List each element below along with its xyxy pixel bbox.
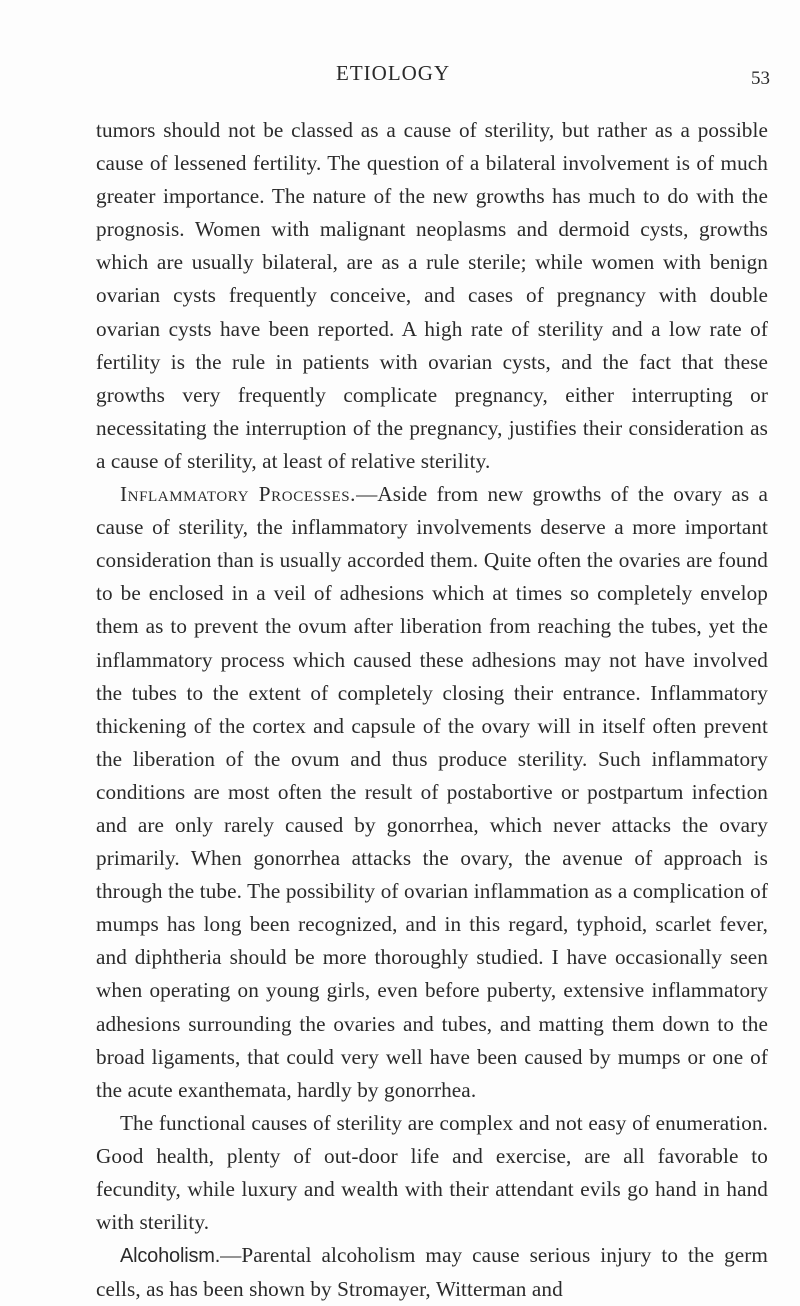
paragraph-inflammatory-processes [96, 478, 768, 1107]
paragraph-alcoholism [96, 1239, 768, 1306]
paragraph-text: The functional causes of sterility are complex and not easy of enumeration. Good health, plenty of out-door life and exercise, are all favorable to fecundity, while luxury and wealth with their attendant evils go hand in hand with sterility. [96, 1110, 768, 1235]
paragraph-ovarian-tumors [96, 114, 768, 478]
page-number: 53 [751, 68, 770, 89]
section-heading-alcoholism: Alcoholism. [120, 1245, 221, 1268]
running-head [0, 58, 800, 88]
paragraph-text: tumors should not be classed as a cause of sterility, but rather as a possible cause of lessened fertility. The question of a bilateral involvement is of much greater importance. The nature of the new growths has much to do with the prognosis. Women with malignant neoplasms and dermoid cysts, growths which are usually bilateral, are as a rule sterile; while women with benign ovarian cysts frequently conceive, and cases of pregnancy with double ovarian cysts have been reported. A high rate of sterility and a low rate of fertility is the rule in patients with ovarian cysts, and the fact that these growths very frequently complicate pregnancy, either interrupting or necessitating the interruption of the pregnancy, justifies their consideration as a cause of sterility, at least of relative sterility. [96, 118, 768, 473]
section-heading-inflammatory-processes: Inflammatory Processes. [120, 482, 357, 507]
paragraph-text: —Parental alcoholism may cause serious injury to the germ cells, as has been shown by Stromayer, Witterman and [96, 1243, 768, 1302]
body-text [96, 114, 768, 1306]
chapter-title: ETIOLOGY [336, 61, 451, 85]
paragraph-functional-causes [96, 1107, 768, 1239]
paragraph-text: —Aside from new growths of the ovary as a cause of sterility, the inflammatory involvements deserve a more important consideration than is usually accorded them. Quite often the ovaries are found to be enclosed in a veil of adhesions which at times so completely envelop them as to prevent the ovum after liberation from reaching the tubes, yet the inflammatory process which caused these adhesions may not have involved the tubes to the extent of completely closing their entrance. Inflammatory thickening of the cortex and capsule of the ovary will in itself often prevent the liberation of the ovum and thus produce sterility. Such inflammatory conditions are most often the result of postabortive or postpartum infection and are only rarely caused by gonorrhea, which never attacks the ovary primarily. When gonorrhea attacks the ovary, the avenue of approach is through the tube. The possibility of ovarian inflammation as a complication of mumps has long been recognized, and in this regard, typhoid, scarlet fever, and diphtheria should be more thoroughly studied. I have occasionally seen when operating on young girls, even before puberty, extensive inflammatory adhesions surrounding the ovaries and tubes, and matting them down to the broad ligaments, that could very well have been caused by mumps or one of the acute exanthemata, hardly by gonorrhea. [96, 482, 768, 1102]
